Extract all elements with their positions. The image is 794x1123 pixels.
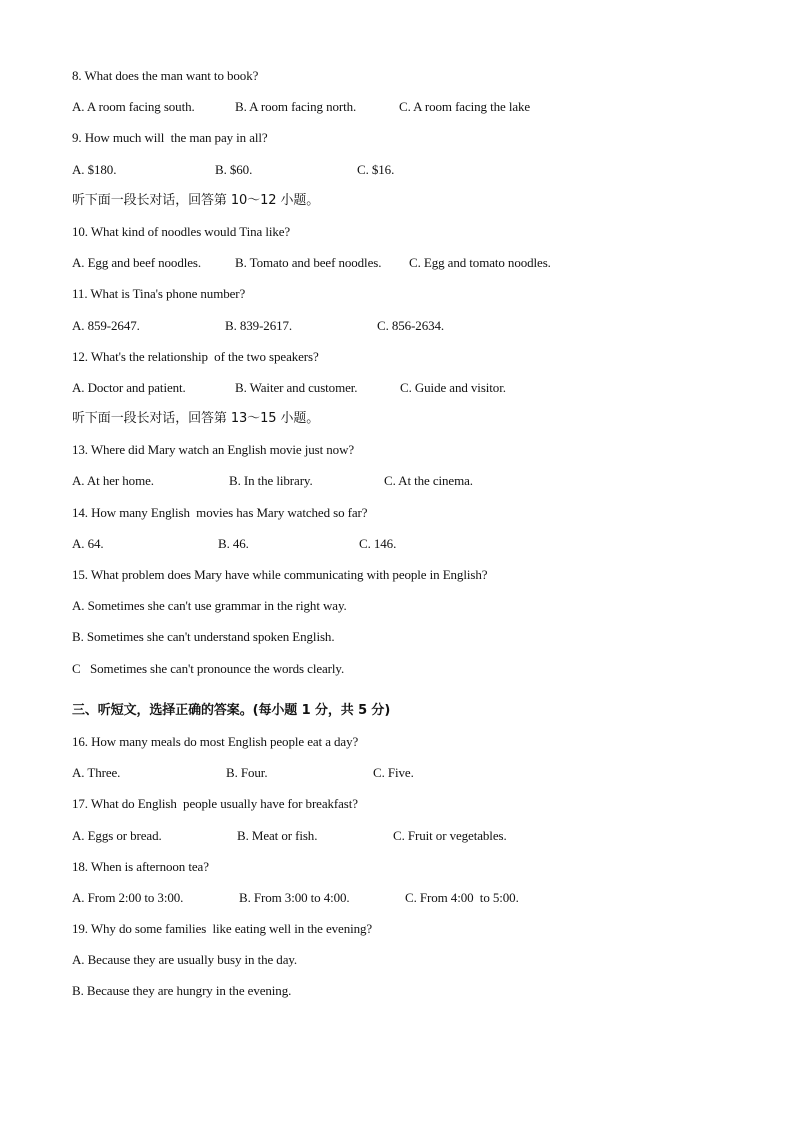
options-12	[72, 378, 752, 409]
option-15b: B. Sometimes she can't understand spoken English.	[72, 629, 335, 645]
option-16b: B. Four.	[226, 765, 268, 781]
option-17a: A. Eggs or bread.	[72, 827, 162, 843]
option-15c: C Sometimes she can't pronounce the words clearly.	[72, 660, 345, 676]
question-12: 12. What's the relationship of the two speakers?	[72, 348, 319, 364]
options-14	[72, 534, 752, 565]
option-16a: A. Three.	[72, 765, 121, 781]
question-14: 14. How many English movies has Mary watched so far?	[72, 504, 368, 520]
options-13	[72, 471, 752, 502]
section-three-heading: 三、听短文，选择正确的答案。(每小题 1 分，共 5 分)	[72, 702, 391, 718]
options-8	[72, 97, 752, 128]
option-12a: A. Doctor and patient.	[72, 379, 186, 395]
option-18b: B. From 3:00 to 4:00.	[239, 889, 350, 905]
option-19b: B. Because they are hungry in the evening.	[72, 983, 292, 999]
question-10: 10. What kind of noodles would Tina like?	[72, 223, 291, 239]
option-13b: B. In the library.	[229, 473, 313, 489]
option-8c: C. A room facing the lake	[399, 99, 531, 115]
question-19: 19. Why do some families like eating well in the evening?	[72, 921, 373, 937]
question-16: 16. How many meals do most English people eat a day?	[72, 733, 359, 749]
option-13c: C. At the cinema.	[384, 473, 473, 489]
question-18: 18. When is afternoon tea?	[72, 858, 209, 874]
option-9c: C. $16.	[357, 161, 395, 177]
option-10c: C. Egg and tomato noodles.	[409, 255, 551, 271]
options-10	[72, 253, 752, 284]
option-9b: B. $60.	[215, 161, 253, 177]
question-17: 17. What do English people usually have for breakfast?	[72, 796, 358, 812]
option-14c: C. 146.	[359, 535, 397, 551]
option-10a: A. Egg and beef noodles.	[72, 255, 202, 271]
question-11: 11. What is Tina's phone number?	[72, 286, 246, 302]
option-18a: A. From 2:00 to 3:00.	[72, 889, 184, 905]
option-10b: B. Tomato and beef noodles.	[235, 255, 382, 271]
options-16	[72, 763, 752, 794]
options-9	[72, 160, 752, 191]
option-8b: B. A room facing north.	[235, 99, 357, 115]
option-12c: C. Guide and visitor.	[400, 379, 506, 395]
options-18	[72, 888, 752, 919]
question-8: 8. What does the man want to book?	[72, 68, 259, 83]
option-14b: B. 46.	[218, 535, 249, 551]
question-15: 15. What problem does Mary have while communicating with people in English?	[72, 567, 488, 582]
instruction-13-15: 听下面一段长对话，回答第 13～15 小题。	[72, 411, 320, 427]
exam-page	[72, 66, 752, 1013]
option-14a: A. 64.	[72, 535, 104, 551]
option-11c: C. 856-2634.	[377, 317, 445, 333]
option-9a: A. $180.	[72, 161, 117, 177]
option-17c: C. Fruit or vegetables.	[393, 827, 507, 843]
option-16c: C. Five.	[373, 765, 414, 781]
option-15a: A. Sometimes she can't use grammar in the right way.	[72, 598, 347, 614]
option-18c: C. From 4:00 to 5:00.	[405, 889, 519, 905]
option-11a: A. 859-2647.	[72, 317, 140, 333]
question-13: 13. Where did Mary watch an English movie just now?	[72, 442, 355, 458]
option-13a: A. At her home.	[72, 473, 154, 489]
instruction-10-12: 听下面一段长对话，回答第 10～12 小题。	[72, 192, 320, 208]
option-8a: A. A room facing south.	[72, 99, 195, 115]
option-19a: A. Because they are usually busy in the day.	[72, 952, 298, 968]
options-17	[72, 826, 752, 857]
option-12b: B. Waiter and customer.	[235, 379, 358, 395]
option-11b: B. 839-2617.	[225, 317, 293, 333]
options-11	[72, 316, 752, 347]
option-17b: B. Meat or fish.	[237, 827, 318, 843]
question-9: 9. How much will the man pay in all?	[72, 130, 268, 146]
